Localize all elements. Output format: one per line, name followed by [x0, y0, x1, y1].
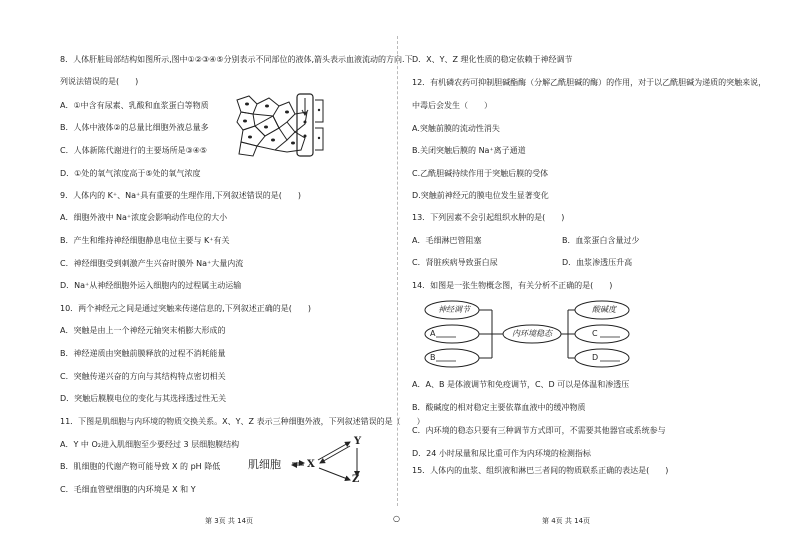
q11-option-a: A．Y 中 O₂进入肌细胞至少要经过 3 层细胞膜结构	[60, 440, 240, 449]
q11-stem: 11．下图是肌细胞与内环境的物质交换关系。X、Y、Z 表示三种细胞外液，下列叙述错误的是（ ）	[60, 417, 425, 426]
q14-node-neural-regulation: 神经调节	[438, 305, 470, 314]
q13-option-d: D．血浆渗透压升高	[562, 258, 633, 267]
q9-option-b: B．产生和维持神经细胞静息电位主要与 K⁺有关	[60, 236, 230, 245]
q8-option-d: D．①处的氧气浓度高于⑤处的氧气浓度	[60, 169, 201, 178]
q13-option-b: B．血浆蛋白含量过少	[562, 236, 640, 245]
q14-option-d: D．24 小时尿量和尿比重可作为内环境的检测指标	[412, 449, 591, 458]
q14-node-c-label: C	[592, 329, 598, 338]
q14-stem: 14．如图是一张生物概念图，有关分析不正确的是( )	[412, 281, 613, 290]
page-footer-left: 第 3页 共 14页	[205, 517, 254, 525]
q12-stem-line2: 中毒后会发生（ ）	[412, 101, 492, 110]
page-footer-right: 第 4页 共 14页	[542, 517, 591, 525]
q14-node-a-label: A	[430, 329, 436, 338]
q13-option-c: C．肾脏疾病导致蛋白尿	[412, 258, 498, 267]
q13-option-a: A．毛细淋巴管阻塞	[412, 236, 482, 245]
q8-option-a: A．①中含有尿素、乳酸和血浆蛋白等物质	[60, 101, 209, 110]
q8-option-b: B．人体中液体②的总量比细胞外液总量多	[60, 123, 209, 132]
q9-stem: 9．人体内的 K⁺、Na⁺具有重要的生理作用,下列叙述错误的是( )	[60, 191, 301, 200]
q14-option-a: A．A、B 是体液调节和免疫调节，C、D 可以是体温和渗透压	[412, 380, 630, 389]
column-divider	[397, 36, 398, 506]
q12-option-c: C.乙酰胆碱持续作用于突触后膜的受体	[412, 169, 549, 178]
q13-stem: 13．下列因素不会引起组织水肿的是( )	[412, 213, 565, 222]
q10-option-c: C．突触传递兴奋的方向与其结构特点密切相关	[60, 372, 226, 381]
q12-option-b: B.关闭突触后膜的 Na⁺离子通道	[412, 146, 526, 155]
q11-diagram-y-label: Y	[354, 436, 362, 447]
q12-option-a: A.突触前膜的流动性消失	[412, 124, 500, 133]
q11-diagram-z-label: Z	[352, 474, 360, 485]
q8-option-c: C．人体新陈代谢进行的主要场所是③④⑤	[60, 146, 208, 155]
q8-stem-line1: 8．人体肝脏局部结构如图所示,图中①②③④⑤分别表示不同部位的液体,箭头表示血液流动的方向.下	[60, 55, 413, 64]
q10-stem: 10．两个神经元之间是通过突触来传递信息的,下列叙述正确的是( )	[60, 304, 311, 313]
q9-option-a: A．细胞外液中 Na⁺浓度会影响动作电位的大小	[60, 213, 228, 222]
q12-option-d: D.突触前神经元的膜电位发生显著变化	[412, 191, 549, 200]
liver-tissue-figure	[235, 92, 325, 158]
q11-diagram-x-label: X	[307, 459, 315, 470]
q14-node-homeostasis: 内环境稳态	[512, 329, 552, 338]
q9-option-c: C．神经细胞受到刺激产生兴奋时膜外 Na⁺大量内流	[60, 259, 244, 268]
q14-node-d-label: D	[592, 353, 599, 362]
q14-option-b: B．酸碱度的相对稳定主要依靠血液中的缓冲物质	[412, 403, 586, 412]
q11-exchange-arrows	[290, 436, 360, 488]
q12-stem-line1: 12．有机磷农药可抑制胆碱酯酶（分解乙酰胆碱的酶）的作用，对于以乙酰胆碱为递质的突触来说，	[412, 78, 767, 87]
q10-option-a: A．突触是由上一个神经元轴突末梢膨大形成的	[60, 326, 226, 335]
q11-option-c: C．毛细血管壁细胞的内环境是 X 和 Y	[60, 485, 196, 494]
q10-option-d: D．突触后膜膜电位的变化与其选择透过性无关	[60, 394, 227, 403]
q11-option-d: D．X、Y、Z 理化性质的稳定依赖于神经调节	[412, 55, 573, 64]
q14-node-ph: 酸碱度	[592, 305, 616, 314]
q8-stem-line2: 列说法错误的是( )	[60, 77, 139, 86]
q14-option-c: C．内环境的稳态只要有三种调节方式即可，不需要其他器官或系统参与	[412, 426, 666, 435]
q9-option-d: D．Na⁺从神经细胞外运入细胞内的过程属主动运输	[60, 281, 242, 290]
q14-node-b-label: B	[430, 353, 436, 362]
center-circle-mark: ○	[393, 514, 400, 523]
q11-diagram-cell-label: 肌细胞	[248, 458, 281, 471]
q10-option-b: B．神经递质由突触前膜释放的过程不消耗能量	[60, 349, 226, 358]
q11-option-b: B．肌细胞的代谢产物可能导致 X 的 pH 降低	[60, 462, 221, 471]
q15-stem: 15．人体内的血浆、组织液和淋巴三者间的物质联系正确的表达是( )	[412, 466, 669, 475]
